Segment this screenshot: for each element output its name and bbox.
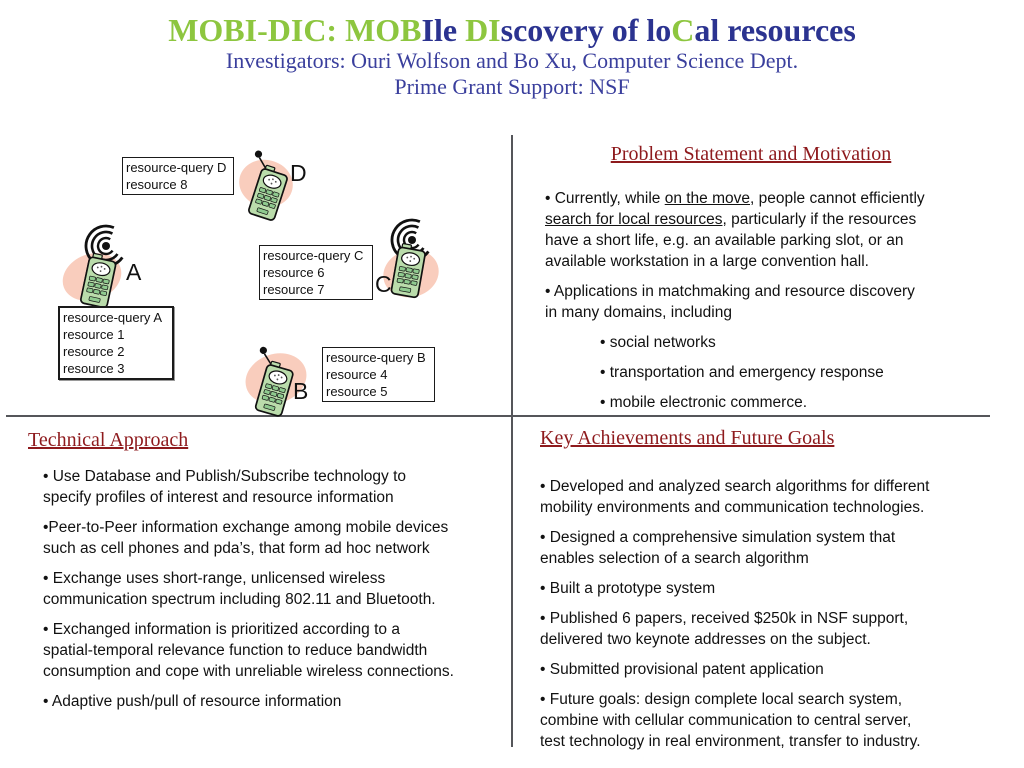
slide-subtitle-grant: Prime Grant Support: NSF xyxy=(394,74,630,99)
technical-heading: Technical Approach xyxy=(28,429,189,451)
resource-box-b: resource-query B resource 4 resource 5 xyxy=(322,347,435,402)
device-label-c: C xyxy=(375,271,392,297)
section-problem-statement xyxy=(512,142,990,422)
device-label-b: B xyxy=(293,378,309,404)
slide-header xyxy=(0,12,1024,100)
achievements-bullets: • Developed and analyzed search algorithms for different mobility environments and communication technologies. • Designed a comprehensive simulation system that enables selection of a search algorithm • Built a prototype system • Published 6 papers, received $250k in NSF support, delivered two keynote addresses on the subject. • Submitted provisional patent application • Future goals: design complete local search system, combine with cellular communication to central server, test technology in real environment, transfer to industry. xyxy=(540,478,930,750)
technical-bullets: • Use Database and Publish/Subscribe technology to specify profiles of interest and resource information •Peer-to-Peer information exchange among mobile devices such as cell phones and pda’s, that form ad hoc network • Exchange uses short-range, unlicensed wireless communication spectrum including 802.11 and Bluetooth. • Exchanged information is prioritized according to a spatial-temporal relevance function to reduce bandwidth consumption and cope with unreliable wireless connections. • Adaptive push/pull of resource information xyxy=(43,468,454,710)
problem-bullets: • Currently, while on the move, people cannot efficiently search for local resources, particularly if the resources have a short life, e.g. an available parking slot, or an available workstation in a large convention hall. • Applications in matchmaking and resource discovery in many domains, including • social networks • transportation and emergency response • mobile electronic commerce. xyxy=(545,190,925,411)
device-label-d: D xyxy=(290,160,307,186)
section-technical-approach xyxy=(10,428,510,721)
resource-box-c: resource-query C resource 6 resource 7 xyxy=(259,245,373,300)
achievements-heading: Key Achievements and Future Goals xyxy=(540,427,835,449)
device-label-a: A xyxy=(126,259,142,285)
cellphone-icon-d xyxy=(235,148,297,224)
section-key-achievements xyxy=(525,426,995,761)
problem-heading: Problem Statement and Motivation xyxy=(610,143,892,165)
slide-title: MOBI-DIC: MOBIle DIscovery of loCal resources xyxy=(168,12,856,48)
resource-box-d: resource-query D resource 8 xyxy=(122,157,234,195)
slide-subtitle-investigators: Investigators: Ouri Wolfson and Bo Xu, Computer Science Dept. xyxy=(225,48,799,73)
resource-box-a: resource-query A resource 1 resource 2 resource 3 xyxy=(58,306,174,380)
